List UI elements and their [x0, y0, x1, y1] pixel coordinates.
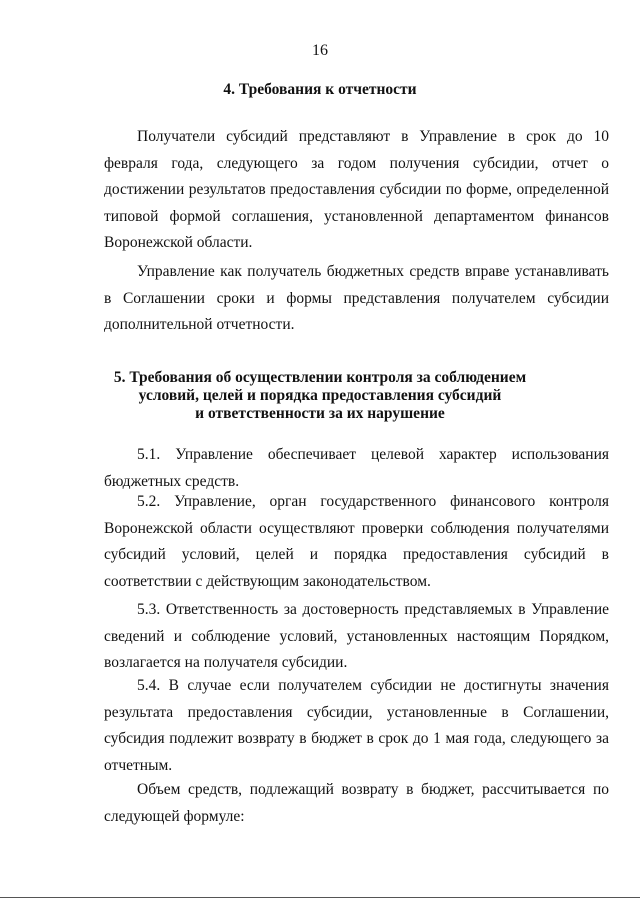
section-4-paragraph-1: Получатели субсидий представляют в Управление в срок до 10 февраля года, следующего за годом получения субсидии, отчет о достижении результатов предоставления субсидии по форме, определенной типовой формой соглашения, установленной департаментом финансов Воронежской области. [104, 128, 609, 251]
section-5-paragraph-5-1: 5.1. Управление обеспечивает целевой характер использования бюджетных средств. [104, 446, 609, 490]
section-4-heading: 4. Требования к отчетности [223, 81, 417, 98]
section-5-paragraph-5-2: 5.2. Управление, орган государственного финансового контроля Воронежской области осуществляют проверки соблюдения получателями субсидий условий, целей и порядка предоставления субсидий в соответствии с действующим законодательством. [104, 493, 609, 590]
section-4-paragraph-2: Управление как получатель бюджетных средств вправе устанавливать в Соглашении сроки и формы представления получателем субсидии дополнительной отчетности. [104, 263, 609, 333]
section-5-paragraph-5-4: 5.4. В случае если получателем субсидии не достигнуты значения результата предоставления субсидии, установленные в Соглашении, субсидия подлежит возврату в бюджет в срок до 1 мая года, следующего за отчетным. [104, 677, 609, 774]
section-5-paragraph-5-3: 5.3. Ответственность за достоверность представляемых в Управление сведений и соблюдение условий, установленных настоящим Порядком, возлагается на получателя субсидии. [104, 601, 609, 671]
section-5-heading-line-3: и ответственности за их нарушение [195, 405, 445, 422]
section-5-heading [0, 369, 640, 423]
page-bottom-rule [0, 897, 640, 898]
section-5-heading-line-2: условий, целей и порядка предоставления субсидий [138, 387, 502, 404]
section-5-heading-line-1: 5. Требования об осуществлении контроля за соблюдением [113, 369, 527, 386]
page-number: 16 [312, 42, 328, 59]
section-5-paragraph-refund: Объем средств, подлежащий возврату в бюджет, рассчитывается по следующей формуле: [104, 781, 609, 825]
